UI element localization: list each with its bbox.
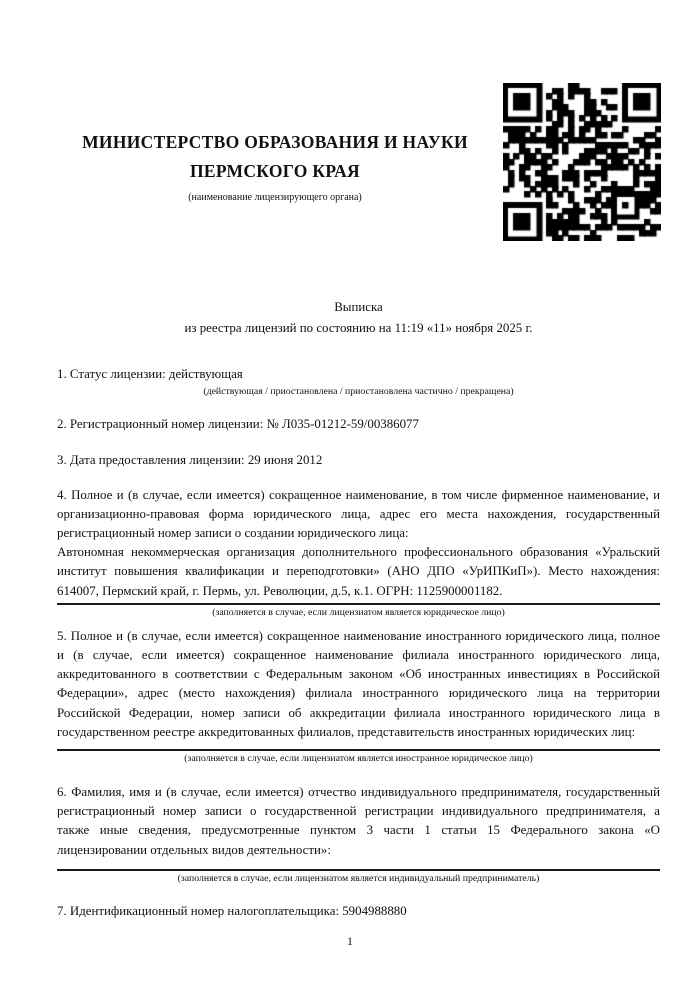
clause-3-text: 3. Дата предоставления лицензии: 29 июня 2012 — [57, 453, 323, 468]
clause-5-line2: и (в случае, если имеется) сокращенное наименование филиала иностранного юридического лица, — [57, 648, 660, 663]
clause-6-caption: (заполняется в случае, если лицензиатом является индивидуальный предприниматель) — [177, 872, 540, 884]
clause-3-license-date — [57, 451, 660, 470]
clause-7-text: 7. Идентификационный номер налогоплательщика: 5904988880 — [57, 903, 407, 918]
clause-1-text: 1. Статус лицензии: действующая — [57, 367, 243, 381]
clause-5-line6: государственном реестре аккредитованных филиалов, представительств иностранных юридических лиц: — [57, 724, 636, 739]
clause-6-line1: 6. Фамилия, имя и (в случае, если имеется) отчество индивидуального предпринимателя, государственный — [57, 785, 660, 800]
clause-4-legal-entity — [57, 486, 660, 619]
ministry-header — [58, 128, 492, 204]
ministry-caption: (наименование лицензирующего органа) — [188, 192, 362, 203]
qr-code — [503, 83, 661, 241]
ministry-name-line1: МИНИСТЕРСТВО ОБРАЗОВАНИЯ И НАУКИ — [82, 132, 468, 152]
clause-6-line3: также иные сведения, предусмотренные пунктом 3 части 1 статьи 15 Федерального закона «О — [57, 823, 660, 838]
clause-4-line1: 4. Полное и (в случае, если имеется) сокращенное наименование, в том числе фирменное наименование, и — [57, 487, 660, 502]
qr-code-image — [503, 83, 661, 241]
clause-5-line1: 5. Полное и (в случае, если имеется) сокращенное наименование иностранного юридического лица, полное — [57, 628, 660, 643]
document-title-line1: Выписка — [334, 300, 383, 314]
clause-5-fill-line — [57, 749, 660, 751]
clause-5-line3: аккредитованного в соответствии с Федеральным законом «Об иностранных инвестициях в Российской — [57, 667, 660, 682]
document-title-line2: из реестра лицензий по состоянию на 11:19 «11» ноября 2025 г. — [184, 321, 533, 335]
clause-4-line2: организационно-правовая форма юридического лица, адрес его места нахождения, государственный — [57, 506, 660, 521]
document-body — [0, 297, 700, 921]
clause-4-value-line1: Автономная некоммерческая организация дополнительного профессионального образования «Уральский — [57, 545, 660, 560]
page-number: 1 — [347, 934, 353, 948]
clause-1-caption: (действующая / приостановлена / приостановлена частично / прекращена) — [203, 386, 514, 398]
clause-4-value-line3: 614007, Пермский край, г. Пермь, ул. Революции, д.5, к.1. ОГРН: 1125900001182. — [57, 583, 503, 598]
clause-1-license-status — [57, 365, 660, 398]
ministry-name-line2: ПЕРМСКОГО КРАЯ — [190, 161, 360, 181]
clause-5-foreign-entity — [57, 627, 660, 765]
clause-6-line4: лицензировании отдельных видов деятельности»: — [57, 842, 331, 857]
clause-5-line4: Федерации», адрес (место нахождения) филиала иностранного юридического лица на территории — [57, 686, 660, 701]
document-title — [57, 297, 660, 339]
clause-5-line5: Российской Федерации, номер записи об аккредитации филиала иностранного юридического лица в — [57, 705, 660, 720]
clause-6-line2: регистрационный номер записи о государственной регистрации индивидуального предпринимателя, а — [57, 804, 660, 819]
clause-2-text: 2. Регистрационный номер лицензии: № Л035-01212-59/00386077 — [57, 417, 419, 432]
clause-6-fill-line — [57, 869, 660, 871]
clause-6-individual-entrepreneur — [57, 783, 660, 885]
clause-4-caption: (заполняется в случае, если лицензиатом является юридическое лицо) — [212, 606, 505, 618]
clause-5-caption: (заполняется в случае, если лицензиатом является иностранное юридическое лицо) — [184, 753, 533, 765]
clause-4-fill-line — [57, 603, 660, 605]
clause-2-registration-number — [57, 415, 660, 434]
clause-7-taxpayer-number — [57, 902, 660, 921]
clause-4-line3: регистрационный номер записи о создании юридического лица: — [57, 526, 409, 541]
clause-4-value-line2: институт повышения квалификации и переподготовки» (АНО ДПО «УрИПКиП»). Место нахождения: — [57, 564, 660, 579]
